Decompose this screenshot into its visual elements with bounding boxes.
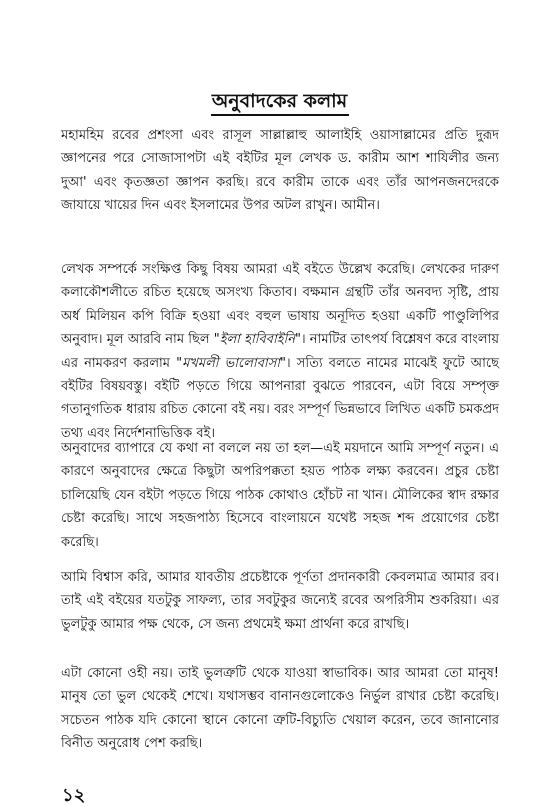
title-underline xyxy=(211,114,349,116)
paragraph-praise: মহামহিম রবের প্রশংসা এবং রাসূল সাল্লাল্লাহু আলাইহি ওয়াসাল্লামের প্রতি দুরূদ জ্ঞাপনের পরে সোজাসাপটা এই বইটির মূল লেখক ড. কারীম আশ শাযিলীর জন্য দুআ' এবং কৃতজ্ঞতা জ্ঞাপন করছি। রবে কারীম তাকে এবং তাঁর আপনজনদেরকে জাযায়ে খায়ের দিন এবং ইসলামের উপর অটল রাখুন। আমীন। xyxy=(61,128,499,214)
paragraph-text-segment: । সত্যি বলতে নামের মাঝেই ফুটে আছে বইটির বিষয়বস্তু। বইটি পড়তে গিয়ে আপনারা বুঝতে পারবেন, এটা বিয়ে সম্পৃক্ত গতানুগতিক ধারায় রচিত কোনো বই নয়। বরং সম্পূর্ণ ভিন্নভাবে লিখিত একটি চমকপ্রদ তথ্য এবং নির্দেশনাভিত্তিক বই। xyxy=(61,355,499,441)
paragraph-gratitude: আমি বিশ্বাস করি, আমার যাবতীয় প্রচেষ্টাকে পূর্ণতা প্রদানকারী কেবলমাত্র আমার রব। তাই এই বইয়ের যতটুকু সাফল্য, তার সবটুকুর জন্যেই রবের অপরিসীম শুকরিয়া। এর ভুলটুকু আমার পক্ষ থেকে, সে জন্য প্রথমেই ক্ষমা প্রার্থনা করে রাখছি। xyxy=(61,570,499,632)
paragraph-translation-note: অনুবাদের ব্যাপারে যে কথা না বললে নয় তা হল—এই ময়দানে আমি সম্পূর্ণ নতুন। এ কারণে অনুবাদের ক্ষেত্রে কিছুটা অপরিপক্কতা হয়ত পাঠক লক্ষ্য করবেন। প্রচুর চেষ্টা চালিয়েছি যেন বইটা পড়তে গিয়ে পাঠক কোথাও হোঁচট না খান। মৌলিকের স্বাদ রক্ষার চেষ্টা করেছি। সাথে সহজপাঠ্য হিসেবে বাংলায়নে যথেষ্ট সহজ শব্দ প্রয়োগের চেষ্টা করেছি। xyxy=(61,441,499,550)
page-number: ১২ xyxy=(62,785,86,806)
page-title: অনুবাদকের কলাম xyxy=(211,90,348,112)
paragraph-about-author xyxy=(61,258,499,445)
paragraph-text-segment: । নামটির তাৎপর্য বিশ্লেষণ করে বাংলায় এর নামকরণ করলাম xyxy=(61,332,499,371)
paragraph-text-segment: লেখক সম্পর্কে সংক্ষিপ্ত কিছু বিষয় আমরা এই বইতে উল্লেখ করেছি। লেখকের দারুণ কলাকৌশলীতে রচিত হয়েছে অসংখ্য কিতাব। বক্ষমান গ্রন্থটি তাঁর অনবদ্য সৃষ্টি, প্রায় অর্ধ মিলিয়ন কপি বিক্রি হওয়া এবং বহুল ভাষায় অনূদিত হওয়া একটি পাণ্ডুলিপির অনুবাদ। মূল আরবি নাম ছিল xyxy=(61,262,499,348)
original-book-title: "ইলা হাবিবাইনি" xyxy=(213,332,301,348)
bangla-book-title: "মখমলী ভালোবাসা" xyxy=(176,355,287,371)
paragraph-errata-request: এটা কোনো ওহী নয়। তাই ভুলত্রুটি থেকে যাওয়া স্বাভাবিক। আর আমরা তো মানুষ! মানুষ তো ভুল থেকেই শেখে। যথাসম্ভব বানানগুলোকেও নির্ভুল রাখার চেষ্টা করেছি। সচেতন পাঠক যদি কোনো স্থানে কোনো ত্রুটি-বিচ্যুতি খেয়াল করেন, তবে জানানোর বিনীত অনুরোধ পেশ করছি। xyxy=(61,666,499,752)
